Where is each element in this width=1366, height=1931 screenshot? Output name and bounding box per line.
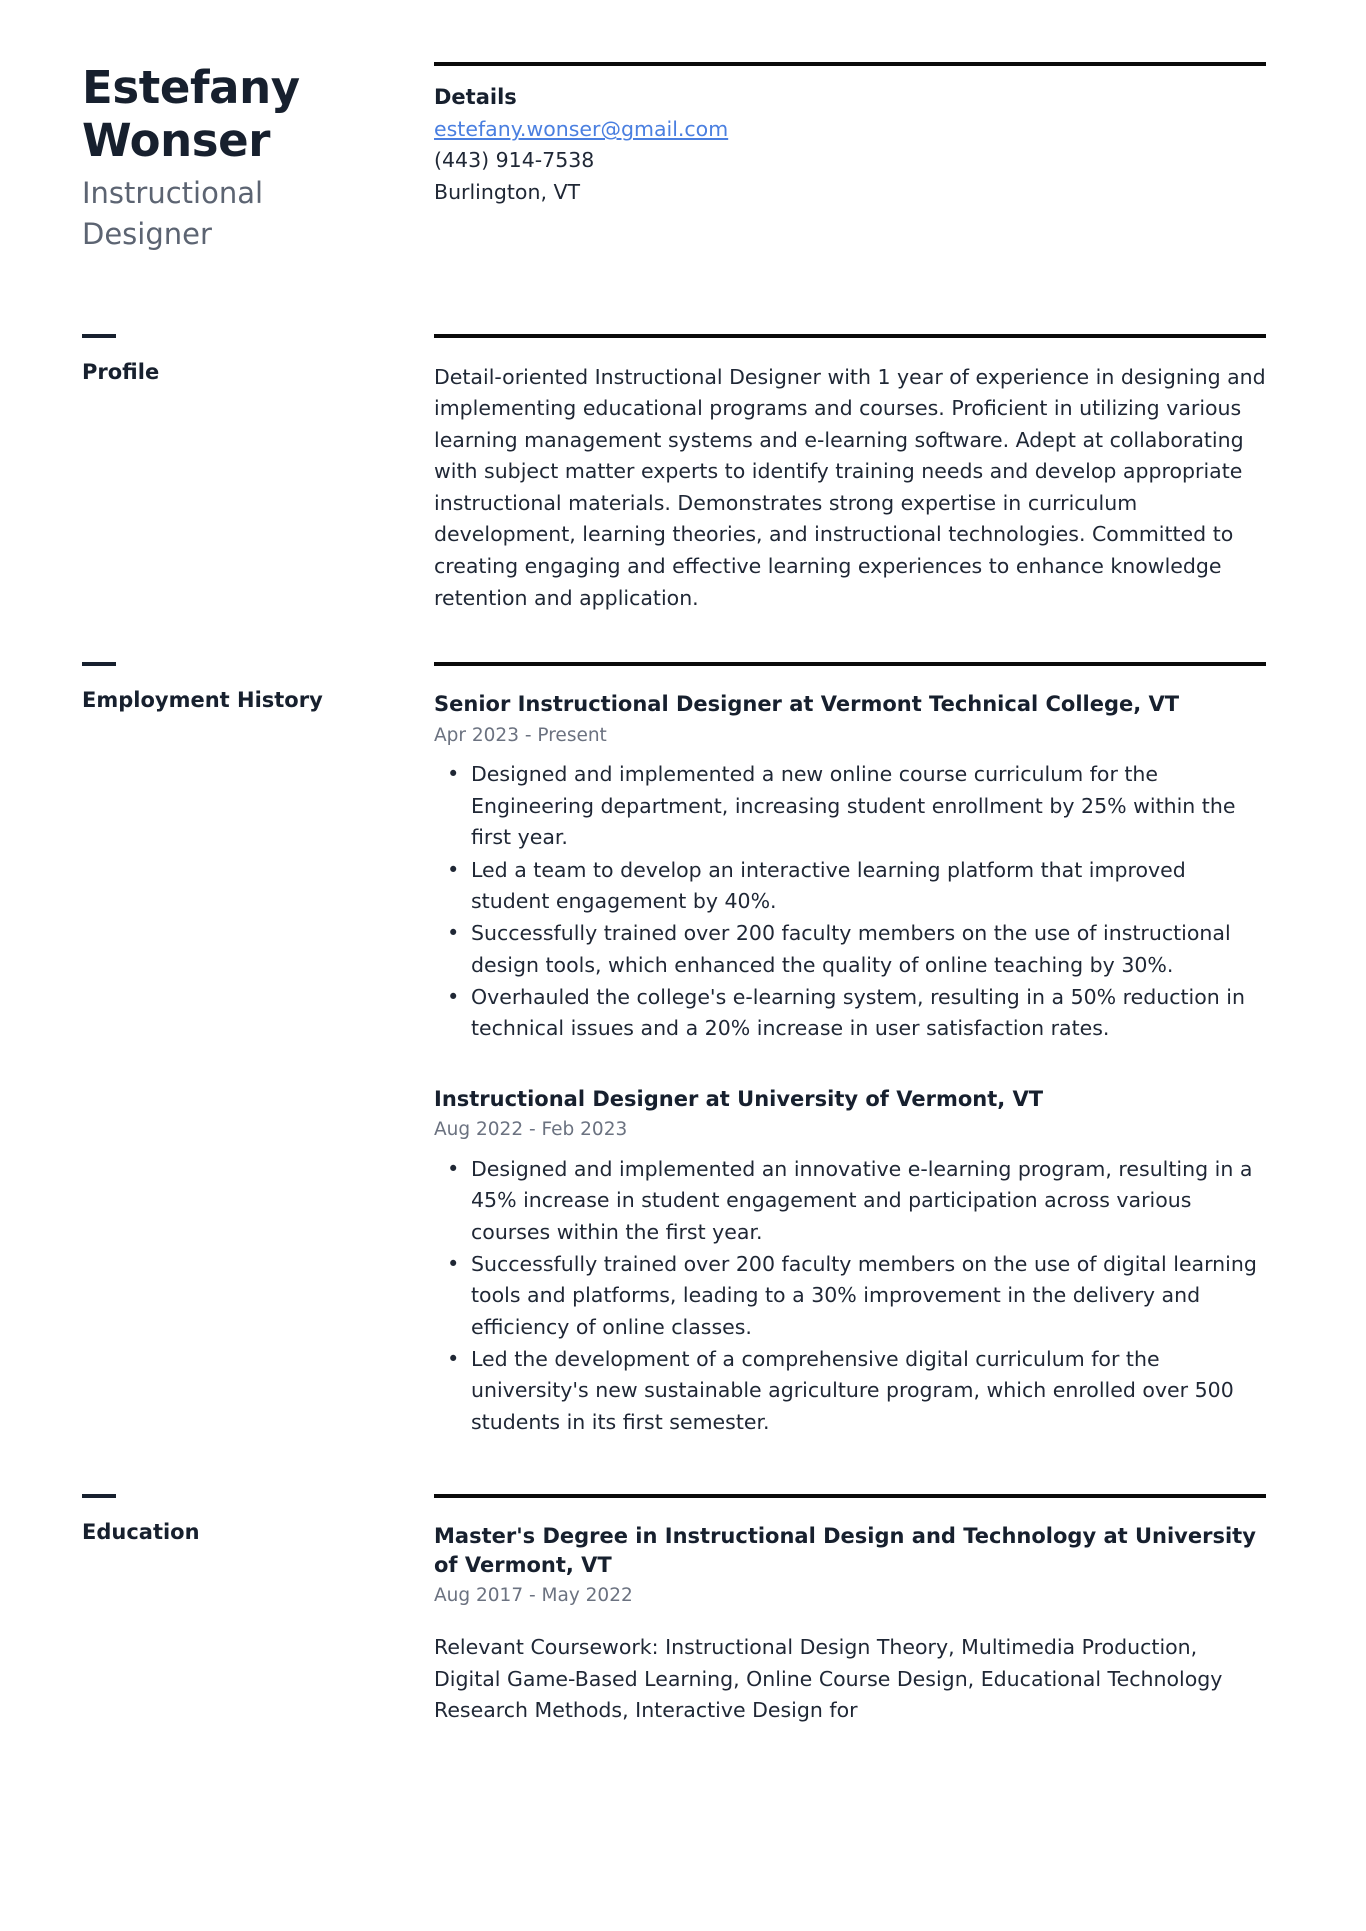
job-bullet: • Successfully trained over 200 faculty members on the use of digital learning tools and platforms, leading to a 30% improvement in the delivery and efficiency of online classes. xyxy=(471,1249,1266,1343)
job-title: Senior Instructional Designer at Vermont Technical College, VT xyxy=(434,692,1180,717)
employment-content-column xyxy=(434,662,1266,1439)
education-section xyxy=(82,1494,1266,1727)
job-date-range: Apr 2023 - Present xyxy=(434,724,607,746)
candidate-job-title: Instructional Designer xyxy=(82,176,264,252)
job-entry xyxy=(434,690,1266,1045)
job-date-range: Aug 2022 - Feb 2023 xyxy=(434,1119,628,1141)
employment-entries xyxy=(434,666,1266,1438)
profile-text-wrap xyxy=(434,338,1266,615)
employment-heading: Employment History xyxy=(82,688,323,713)
profile-section xyxy=(82,334,1266,615)
details-email-row xyxy=(434,114,1266,145)
degree-date-range: Aug 2017 - May 2022 xyxy=(434,1585,633,1607)
education-content-column xyxy=(434,1494,1266,1727)
email-link[interactable]: estefany.wonser@gmail.com xyxy=(434,117,729,142)
education-entry xyxy=(434,1522,1266,1727)
job-bullet: • Successfully trained over 200 faculty members on the use of instructional design tools, which enhanced the quality of online teaching by 30%. xyxy=(471,918,1266,981)
job-title: Instructional Designer at University of Vermont, VT xyxy=(434,1086,1044,1111)
job-bullet-list xyxy=(434,759,1266,1044)
profile-text: Detail-oriented Instructional Designer with 1 year of experience in designing and implementing educational programs and courses. Proficient in utilizing various learning management systems and e-learning software. Adept at collaborating with subject matter experts to identify training needs and develop appropriate instructional materials. Demonstrates strong expertise in curriculum development, learning theories, and instructional technologies. Committed to creating engaging and effective learning experiences to enhance knowledge retention and application. xyxy=(434,364,1266,610)
education-dash-marker xyxy=(82,1494,116,1498)
header-identity xyxy=(82,62,434,256)
education-label-column xyxy=(82,1494,434,1545)
employment-section xyxy=(82,662,1266,1439)
profile-heading: Profile xyxy=(82,359,160,384)
spacer-education xyxy=(82,1439,1266,1494)
job-bullet: • Overhauled the college's e-learning system, resulting in a 50% reduction in technical issues and a 20% increase in user satisfaction rates. xyxy=(471,982,1266,1045)
employment-dash-marker xyxy=(82,662,116,666)
profile-content-column xyxy=(434,334,1266,615)
spacer-employment xyxy=(82,614,1266,662)
phone-number: (443) 914-7538 xyxy=(434,148,595,173)
education-entries xyxy=(434,1498,1266,1727)
profile-label-column xyxy=(82,334,434,385)
candidate-name: Estefany Wonser xyxy=(82,61,300,167)
job-bullet: • Led the development of a comprehensive digital curriculum for the university's new sustainable agriculture program, which enrolled over 500 students in its first semester. xyxy=(471,1344,1266,1438)
job-bullet: • Designed and implemented a new online course curriculum for the Engineering department, increasing student enrollment by 25% within the first year. xyxy=(471,759,1266,853)
job-entry xyxy=(434,1085,1266,1439)
employment-label-column xyxy=(82,662,434,713)
spacer-profile xyxy=(82,256,1266,334)
resume-header xyxy=(82,62,1266,256)
profile-dash-marker xyxy=(82,334,116,338)
job-bullet-list xyxy=(434,1154,1266,1438)
job-bullet: • Designed and implemented an innovative e-learning program, resulting in a 45% increase in student engagement and participation across various courses within the first year. xyxy=(471,1154,1266,1248)
location-text: Burlington, VT xyxy=(434,179,581,204)
details-column xyxy=(434,62,1266,208)
job-bullet: • Led a team to develop an interactive learning platform that improved student engagement by 40%. xyxy=(471,855,1266,918)
details-block xyxy=(434,66,1266,208)
education-heading: Education xyxy=(82,1520,200,1545)
details-heading: Details xyxy=(434,85,517,109)
degree-description: Relevant Coursework: Instructional Design Theory, Multimedia Production, Digital Game-Based Learning, Online Course Design, Educational Technology Research Methods, Interactive Design for xyxy=(434,1635,1223,1723)
degree-title: Master's Degree in Instructional Design and Technology at University of Vermont, VT xyxy=(434,1524,1256,1577)
